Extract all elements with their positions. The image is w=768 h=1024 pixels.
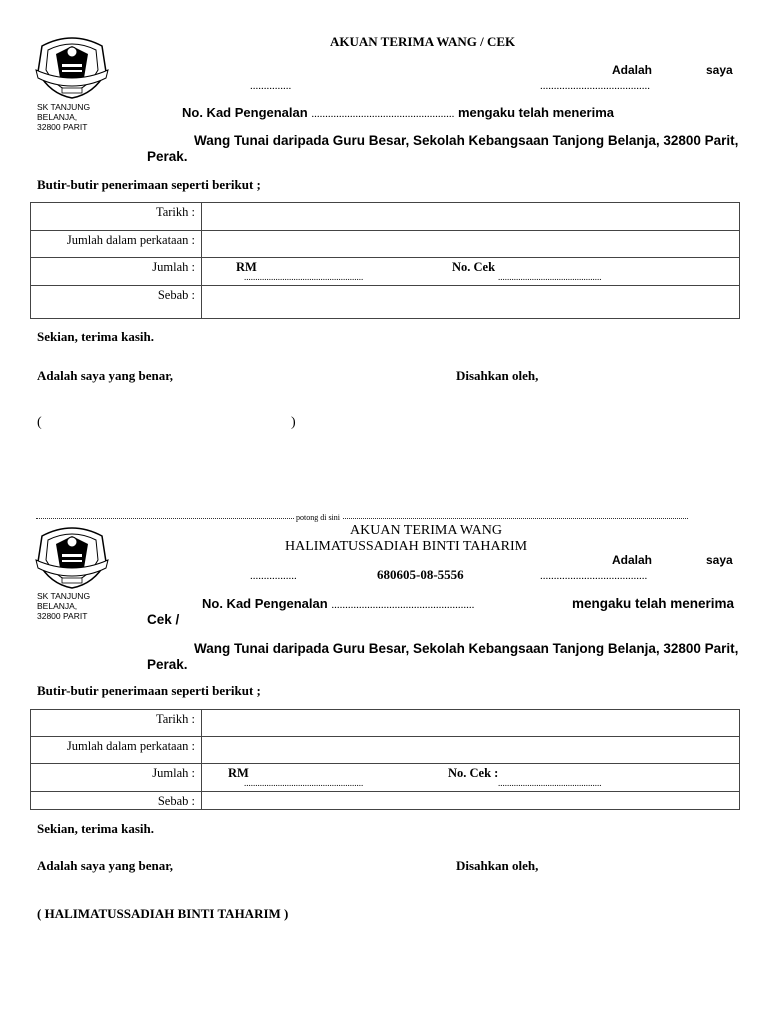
rm-label: RM — [236, 260, 257, 274]
sekian-text: Sekian, terima kasih. — [37, 821, 155, 836]
school-postcode-line: 32800 PARIT — [37, 122, 88, 132]
school-postcode-line: 32800 PARIT — [37, 611, 88, 621]
id-label: No. Kad Pengenalan — [202, 596, 328, 611]
tarikh-field[interactable] — [202, 710, 740, 737]
cek-label: Cek / — [147, 612, 180, 627]
no-cek-label: No. Cek — [452, 260, 496, 274]
signature-name: ( HALIMATUSSADIAH BINTI TAHARIM ) — [37, 906, 289, 921]
cut-here-text: potong di sini — [296, 513, 341, 522]
name-dots-left: ................. — [250, 570, 297, 582]
disahkan-text: Disahkan oleh, — [456, 368, 539, 383]
school-town-line: BELANJA, — [37, 601, 78, 611]
sekian-text: Sekian, terima kasih. — [37, 329, 155, 344]
cek-dots: .............................................. — [498, 272, 602, 282]
adalah-benar-text: Adalah saya yang benar, — [37, 858, 174, 873]
table-row — [31, 792, 740, 810]
table-row — [31, 203, 740, 231]
adalah-benar-text: Adalah saya yang benar, — [37, 368, 174, 383]
adalah-label: Adalah — [612, 553, 653, 567]
table-row — [31, 231, 740, 258]
butir-heading: Butir-butir penerimaan seperti berikut ; — [37, 683, 261, 698]
rm-dots: ..................................................... — [244, 778, 364, 788]
perak-line: Perak. — [147, 657, 188, 672]
sebab-label: Sebab : — [31, 792, 202, 810]
tarikh-label: Tarikh : — [31, 710, 202, 737]
id-dots: .................................................... — [311, 108, 455, 120]
id-dots: .................................................... — [331, 599, 475, 611]
school-crest-logo — [34, 32, 110, 100]
rm-label: RM — [228, 766, 249, 780]
no-cek-label: No. Cek : — [448, 766, 499, 780]
wang-tunai-line: Wang Tunai daripada Guru Besar, Sekolah Kebangsaan Tanjong Belanja, 32800 Parit, — [194, 641, 739, 656]
signature-paren-close: ) — [291, 415, 296, 430]
sebab-field[interactable] — [202, 286, 740, 319]
school-address — [37, 591, 107, 621]
table-row — [31, 286, 740, 319]
receipt-details-table — [30, 709, 740, 810]
wang-tunai-line: Wang Tunai daripada Guru Besar, Sekolah Kebangsaan Tanjong Belanja, 32800 Parit, — [194, 133, 739, 148]
tarikh-field[interactable] — [202, 203, 740, 231]
jumlah-field[interactable] — [202, 258, 740, 286]
table-row — [31, 764, 740, 792]
recipient-name: HALIMATUSSADIAH BINTI TAHARIM — [285, 539, 528, 554]
butir-heading: Butir-butir penerimaan seperti berikut ; — [37, 177, 261, 192]
cek-dots: .............................................. — [498, 778, 602, 788]
id-line — [202, 596, 474, 611]
perak-line: Perak. — [147, 149, 188, 164]
cut-dotted-line — [36, 518, 688, 519]
signature-paren-open: ( — [37, 415, 42, 430]
rm-dots: ..................................................... — [244, 272, 364, 282]
name-dots-right: ........................................ — [540, 80, 650, 92]
sebab-field[interactable] — [202, 792, 740, 810]
school-name-line: SK TANJUNG — [37, 102, 91, 112]
school-town-line: BELANJA, — [37, 112, 78, 122]
jumlah-field[interactable] — [202, 764, 740, 792]
tarikh-label: Tarikh : — [31, 203, 202, 231]
form-title: AKUAN TERIMA WANG / CEK — [330, 34, 516, 49]
mengaku-text: mengaku telah menerima — [457, 105, 615, 120]
receipt-details-table — [30, 202, 740, 319]
jumlah-perkataan-field[interactable] — [202, 231, 740, 258]
saya-label: saya — [706, 63, 733, 77]
table-row — [31, 737, 740, 764]
ic-number: 680605-08-5556 — [377, 567, 464, 582]
mengaku-text: mengaku telah menerima — [572, 596, 735, 611]
school-crest-logo — [34, 522, 110, 590]
sebab-label: Sebab : — [31, 286, 202, 319]
form-title: AKUAN TERIMA WANG — [350, 523, 502, 538]
jumlah-perkataan-label: Jumlah dalam perkataan : — [31, 231, 202, 258]
disahkan-text: Disahkan oleh, — [456, 858, 539, 873]
table-row — [31, 258, 740, 286]
name-dots-right: ....................................... — [540, 570, 648, 582]
name-dots-left: ............... — [250, 80, 292, 92]
school-address — [37, 102, 107, 132]
jumlah-label: Jumlah : — [31, 764, 202, 792]
school-name-line: SK TANJUNG — [37, 591, 91, 601]
jumlah-perkataan-field[interactable] — [202, 737, 740, 764]
table-row — [31, 710, 740, 737]
saya-label: saya — [706, 553, 733, 567]
jumlah-label: Jumlah : — [31, 258, 202, 286]
jumlah-perkataan-label: Jumlah dalam perkataan : — [31, 737, 202, 764]
id-label: No. Kad Pengenalan — [182, 105, 308, 120]
adalah-label: Adalah — [612, 63, 653, 77]
id-line — [182, 105, 614, 120]
